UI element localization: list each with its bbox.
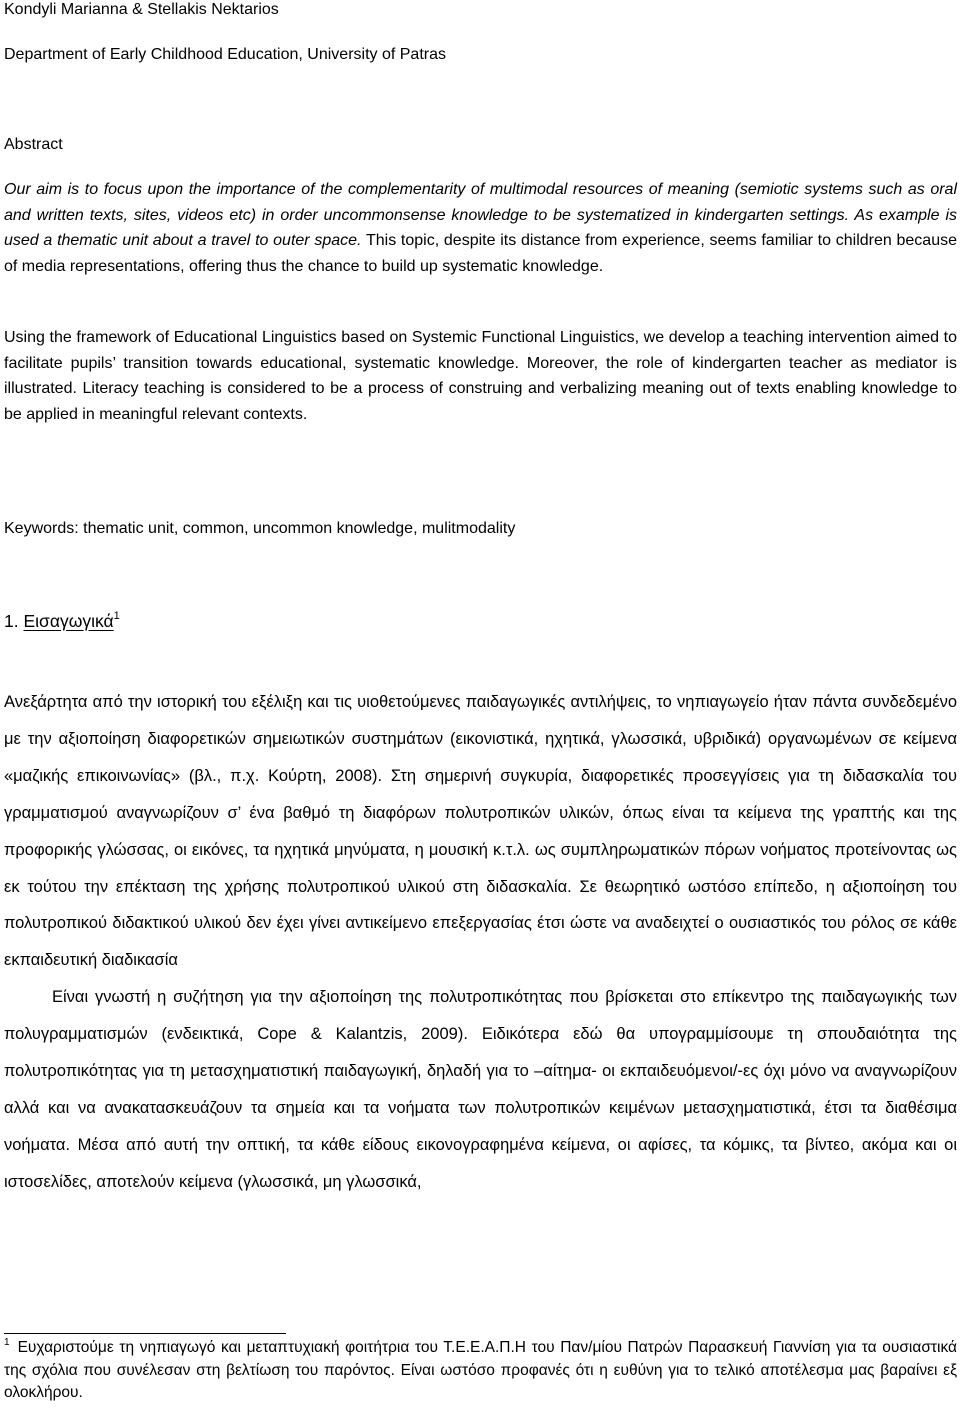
authors: Kondyli Marianna & Stellakis Nektarios bbox=[4, 1, 279, 18]
abstract-sentence: Using the framework of Educational Linguistics based on Systemic Functional Linguistics, we develop a teaching intervention aimed to facilitate pupils’ transition towards educational, systematic knowledge. bbox=[4, 329, 957, 372]
footnote-reference[interactable]: 1 bbox=[113, 610, 120, 622]
section-title: Εισαγωγικά bbox=[23, 611, 114, 631]
footnote-sentence: Είναι ωστόσο προφανές ότι η ευθύνη για το τελικό αποτέλεσμα μας βαραίνει εξ ολοκλήρου. bbox=[4, 1361, 958, 1401]
intro-sentence: Σε θεωρητικό ωστόσο επίπεδο, η αξιοποίηση του πολυτροπικού διδακτικού υλικού δεν έχει γίνει αντικείμενο επεξεργασίας έτσι ώστε να αναδειχτεί ο ουσιαστικός του ρόλος σε κάθε εκπαιδευτική διαδικασία bbox=[4, 877, 957, 970]
intro-sentence: Είναι γνωστή η συζήτηση για την αξιοποίηση της πολυτροπικότητας που βρίσκεται στο επίκεντρο της παιδαγωγικής των πολυγραμματισμών (ενδεικτικά, Cope & Kalantzis, 2009). bbox=[4, 988, 957, 1044]
keywords: Keywords: thematic unit, common, uncommon knowledge, mulitmodality bbox=[4, 520, 516, 537]
abstract-sentence: Literacy teaching is considered to be a process of construing and verbalizing meaning out of texts enabling knowledge to be applied in meaningful relevant contexts. bbox=[4, 380, 957, 423]
footnote-marker: 1 bbox=[4, 1337, 10, 1348]
abstract-sentence: This topic, despite its distance from experience, seems familiar to children because of media representations, offering thus the chance to build up systematic knowledge. bbox=[4, 232, 958, 275]
affiliation: Department of Early Childhood Education, University of Patras bbox=[4, 46, 446, 63]
abstract-heading: Abstract bbox=[4, 136, 63, 153]
footnote-sentence: Ευχαριστούμε τη νηπιαγωγό και μεταπτυχιακή φοιτήτρια του Τ.Ε.Ε.Α.Π.Η του Παν/μίου Πατρών Παρασκευή Γιαννίση για τα ουσιαστικά της σχόλια που συνέλεσαν στη βελτίωση του παρόντος. bbox=[4, 1339, 957, 1379]
abstract-paragraph-1 bbox=[4, 177, 957, 279]
abstract-sentence: Our aim is to focus upon the importance of the complementarity of multimodal resources of meaning (semiotic systems such as oral and written texts, sites, videos etc) in order uncommonsense knowledge to be systematized in kindergarten settings. bbox=[4, 181, 957, 224]
intro-sentence: Στη σημερινή συγκυρία, διαφορετικές προσεγγίσεις για τη διδασκαλία του γραμματισμού αναγνωρίζουν σ’ ένα βαθμό τη διαφόρων πολυτροπικών υλικών, όπως είναι τα κείμενα της γραπτής και της προφορικής γλώσσας, οι εικόνες, τα ηχητικά μηνύματα, η μουσική κ.τ.λ. ως συμπληρωματικών πόρων νοήματος προτείνοντας ως εκ τούτου την επέκταση της χρήσης πολυτροπικού υλικού στη διδασκαλία. bbox=[4, 766, 957, 896]
abstract-paragraph-2 bbox=[4, 325, 957, 427]
footnote bbox=[4, 1337, 957, 1405]
intro-sentence: Ειδικότερα εδώ θα υπογραμμίσουμε τη σπουδαιότητα της πολυτροπικότητας για τη μετασχηματιστική παιδαγωγική, δηλαδή για το –αίτημα- οι εκπαιδευόμενοι/-ες όχι μόνο να αναγνωρίζουν αλλά και να ανακατασκευάζουν τα σημεία και τα νοήματα των πολυτροπικών κειμένων μετασχηματιστικά, έτσι τα διαθέσιμα νοήματα. bbox=[4, 1025, 957, 1154]
section-number: 1. bbox=[4, 611, 24, 631]
intro-sentence: Μέσα από αυτή την οπτική, τα κάθε είδους εικονογραφημένα κείμενα, οι αφίσες, τα κόμικς, τα βίντεο, ακόμα και οι ιστοσελίδες, αποτελούν κείμενα (γλωσσικά, μη γλωσσικά, bbox=[4, 1135, 957, 1191]
abstract-sentence: As example is used a thematic unit about a travel to outer space. bbox=[4, 206, 957, 249]
section-heading bbox=[4, 608, 120, 634]
abstract-sentence: Moreover, the role of kindergarten teacher as mediator is illustrated. bbox=[4, 354, 957, 397]
intro-body bbox=[4, 684, 957, 1201]
footnote-separator bbox=[4, 1333, 286, 1334]
intro-sentence: Ανεξάρτητα από την ιστορική του εξέλιξη και τις υιοθετούμενες παιδαγωγικές αντιλήψεις, το νηπιαγωγείο ήταν πάντα συνδεδεμένο με την αξιοποίηση διαφορετικών σημειωτικών συστημάτων (εικονιστικά, ηχητικά, γλωσσικά, υβριδικά) οργανωμένων σε κείμενα «μαζικής επικοινωνίας» (βλ., π.χ. Κούρτη, 2008). bbox=[4, 693, 957, 785]
